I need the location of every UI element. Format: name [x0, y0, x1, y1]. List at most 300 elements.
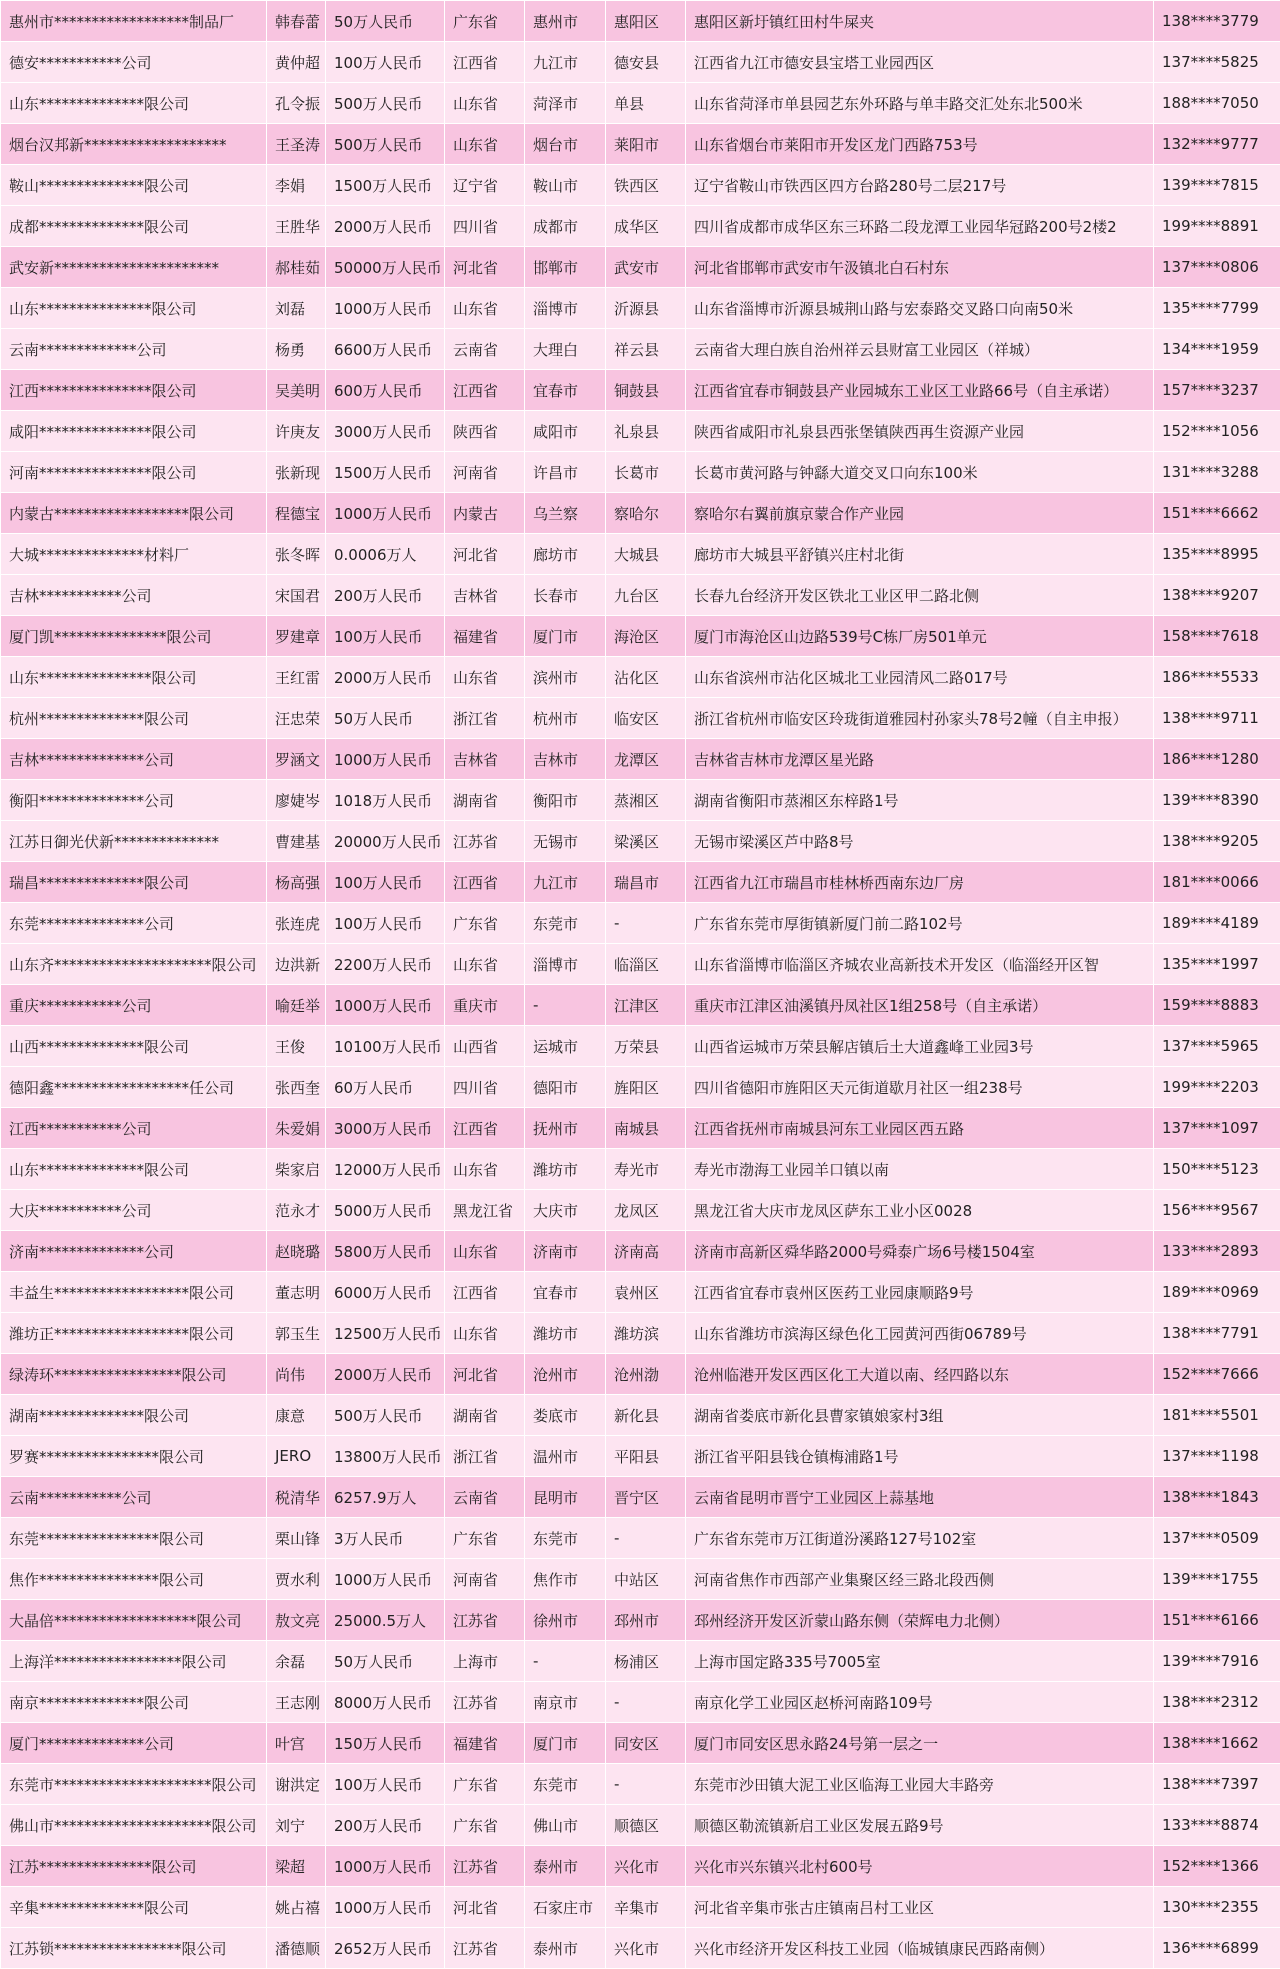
district-cell: 顺德区 [606, 1805, 686, 1846]
city-cell: 吉林市 [525, 739, 606, 780]
table-row [1, 1231, 1280, 1272]
address-cell: 江西省九江市德安县宝塔工业园西区 [686, 42, 1154, 83]
phone-cell: 136****6899 [1154, 1928, 1280, 1969]
phone-cell: 138****1662 [1154, 1723, 1280, 1764]
phone-cell: 181****5501 [1154, 1395, 1280, 1436]
registered-capital-cell: 3000万人民币 [326, 411, 445, 452]
province-cell: 山东省 [445, 944, 525, 985]
phone-cell: 138****3779 [1154, 1, 1280, 42]
district-cell: 瑞昌市 [606, 862, 686, 903]
phone-cell: 156****9567 [1154, 1190, 1280, 1231]
legal-person-cell: 廖婕岑 [267, 780, 326, 821]
phone-cell: 137****1198 [1154, 1436, 1280, 1477]
phone-cell: 152****7666 [1154, 1354, 1280, 1395]
phone-cell: 139****1755 [1154, 1559, 1280, 1600]
company-name-cell: 绿涛环*****************限公司 [1, 1354, 267, 1395]
province-cell: 山西省 [445, 1026, 525, 1067]
district-cell: 铁西区 [606, 165, 686, 206]
province-cell: 四川省 [445, 206, 525, 247]
province-cell: 广东省 [445, 1805, 525, 1846]
address-cell: 河北省邯郸市武安市午汲镇北白石村东 [686, 247, 1154, 288]
city-cell: - [525, 1641, 606, 1682]
city-cell: 佛山市 [525, 1805, 606, 1846]
province-cell: 云南省 [445, 1477, 525, 1518]
province-cell: 山东省 [445, 83, 525, 124]
table-row [1, 821, 1280, 862]
legal-person-cell: 叶宫 [267, 1723, 326, 1764]
legal-person-cell: 王红雷 [267, 657, 326, 698]
province-cell: 黑龙江省 [445, 1190, 525, 1231]
province-cell: 山东省 [445, 1313, 525, 1354]
registered-capital-cell: 1000万人民币 [326, 1559, 445, 1600]
company-name-cell: 大城**************材料厂 [1, 534, 267, 575]
phone-cell: 138****9207 [1154, 575, 1280, 616]
district-cell: 中站区 [606, 1559, 686, 1600]
legal-person-cell: 柴家启 [267, 1149, 326, 1190]
city-cell: 杭州市 [525, 698, 606, 739]
district-cell: - [606, 1518, 686, 1559]
address-cell: 吉林省吉林市龙潭区星光路 [686, 739, 1154, 780]
province-cell: 江西省 [445, 862, 525, 903]
phone-cell: 135****7799 [1154, 288, 1280, 329]
phone-cell: 188****7050 [1154, 83, 1280, 124]
district-cell: 济南高 [606, 1231, 686, 1272]
phone-cell: 139****7815 [1154, 165, 1280, 206]
registered-capital-cell: 200万人民币 [326, 575, 445, 616]
phone-cell: 131****3288 [1154, 452, 1280, 493]
company-name-cell: 江苏***************限公司 [1, 1846, 267, 1887]
phone-cell: 159****8883 [1154, 985, 1280, 1026]
company-name-cell: 云南***********公司 [1, 1477, 267, 1518]
registered-capital-cell: 25000.5万人 [326, 1600, 445, 1641]
address-cell: 云南省昆明市晋宁工业园区上蒜基地 [686, 1477, 1154, 1518]
province-cell: 浙江省 [445, 1436, 525, 1477]
company-name-cell: 上海洋*****************限公司 [1, 1641, 267, 1682]
address-cell: 江西省宜春市袁州区医药工业园康顺路9号 [686, 1272, 1154, 1313]
table-row [1, 698, 1280, 739]
registered-capital-cell: 60万人民币 [326, 1067, 445, 1108]
city-cell: 许昌市 [525, 452, 606, 493]
registered-capital-cell: 1500万人民币 [326, 165, 445, 206]
legal-person-cell: 黄仲超 [267, 42, 326, 83]
registered-capital-cell: 500万人民币 [326, 124, 445, 165]
city-cell: 大庆市 [525, 1190, 606, 1231]
address-cell: 长春九台经济开发区铁北工业区甲二路北侧 [686, 575, 1154, 616]
registered-capital-cell: 500万人民币 [326, 83, 445, 124]
province-cell: 吉林省 [445, 575, 525, 616]
phone-cell: 199****2203 [1154, 1067, 1280, 1108]
city-cell: 潍坊市 [525, 1149, 606, 1190]
phone-cell: 138****9711 [1154, 698, 1280, 739]
province-cell: 山东省 [445, 1231, 525, 1272]
company-name-cell: 惠州市******************制品厂 [1, 1, 267, 42]
legal-person-cell: 康意 [267, 1395, 326, 1436]
registered-capital-cell: 500万人民币 [326, 1395, 445, 1436]
registered-capital-cell: 150万人民币 [326, 1723, 445, 1764]
table-row [1, 411, 1280, 452]
table-body [1, 1, 1280, 1969]
city-cell: 抚州市 [525, 1108, 606, 1149]
company-name-cell: 山东**************限公司 [1, 83, 267, 124]
phone-cell: 186****1280 [1154, 739, 1280, 780]
company-name-cell: 山东齐*********************限公司 [1, 944, 267, 985]
phone-cell: 138****7397 [1154, 1764, 1280, 1805]
table-row [1, 1313, 1280, 1354]
district-cell: - [606, 1682, 686, 1723]
district-cell: 铜鼓县 [606, 370, 686, 411]
province-cell: 山东省 [445, 124, 525, 165]
phone-cell: 137****1097 [1154, 1108, 1280, 1149]
company-name-cell: 江苏日御光伏新************** [1, 821, 267, 862]
registered-capital-cell: 10100万人民币 [326, 1026, 445, 1067]
district-cell: 德安县 [606, 42, 686, 83]
table-row [1, 1272, 1280, 1313]
company-name-cell: 山东***************限公司 [1, 657, 267, 698]
address-cell: 黑龙江省大庆市龙凤区萨东工业小区0028 [686, 1190, 1154, 1231]
registered-capital-cell: 12500万人民币 [326, 1313, 445, 1354]
table-row [1, 1723, 1280, 1764]
city-cell: 石家庄市 [525, 1887, 606, 1928]
district-cell: 莱阳市 [606, 124, 686, 165]
province-cell: 湖南省 [445, 780, 525, 821]
phone-cell: 138****7791 [1154, 1313, 1280, 1354]
company-name-cell: 丰益生******************限公司 [1, 1272, 267, 1313]
phone-cell: 189****0969 [1154, 1272, 1280, 1313]
province-cell: 云南省 [445, 329, 525, 370]
city-cell: 烟台市 [525, 124, 606, 165]
registered-capital-cell: 2000万人民币 [326, 1354, 445, 1395]
district-cell: 龙凤区 [606, 1190, 686, 1231]
company-name-cell: 山东**************限公司 [1, 1149, 267, 1190]
province-cell: 山东省 [445, 1149, 525, 1190]
legal-person-cell: 王志刚 [267, 1682, 326, 1723]
phone-cell: 137****0806 [1154, 247, 1280, 288]
province-cell: 江苏省 [445, 1682, 525, 1723]
district-cell: 南城县 [606, 1108, 686, 1149]
company-name-cell: 瑞昌**************限公司 [1, 862, 267, 903]
district-cell: - [606, 1764, 686, 1805]
address-cell: 湖南省娄底市新化县曹家镇娘家村3组 [686, 1395, 1154, 1436]
table-row [1, 1067, 1280, 1108]
company-name-cell: 吉林***********公司 [1, 575, 267, 616]
registered-capital-cell: 1500万人民币 [326, 452, 445, 493]
table-row [1, 1887, 1280, 1928]
address-cell: 沧州临港开发区西区化工大道以南、经四路以东 [686, 1354, 1154, 1395]
legal-person-cell: 王胜华 [267, 206, 326, 247]
city-cell: 成都市 [525, 206, 606, 247]
city-cell: 东莞市 [525, 1518, 606, 1559]
district-cell: 祥云县 [606, 329, 686, 370]
district-cell: 兴化市 [606, 1928, 686, 1969]
address-cell: 东莞市沙田镇大泥工业区临海工业园大丰路旁 [686, 1764, 1154, 1805]
province-cell: 湖南省 [445, 1395, 525, 1436]
district-cell: 杨浦区 [606, 1641, 686, 1682]
company-name-cell: 成都**************限公司 [1, 206, 267, 247]
district-cell: 沧州渤 [606, 1354, 686, 1395]
province-cell: 河北省 [445, 1354, 525, 1395]
company-name-cell: 大庆***********公司 [1, 1190, 267, 1231]
address-cell: 陕西省咸阳市礼泉县西张堡镇陕西再生资源产业园 [686, 411, 1154, 452]
province-cell: 山东省 [445, 288, 525, 329]
address-cell: 广东省东莞市万江街道汾溪路127号102室 [686, 1518, 1154, 1559]
registered-capital-cell: 13800万人民币 [326, 1436, 445, 1477]
phone-cell: 137****5965 [1154, 1026, 1280, 1067]
registered-capital-cell: 2200万人民币 [326, 944, 445, 985]
table-row [1, 1395, 1280, 1436]
province-cell: 广东省 [445, 1764, 525, 1805]
district-cell: 临淄区 [606, 944, 686, 985]
district-cell: 江津区 [606, 985, 686, 1026]
registered-capital-cell: 1000万人民币 [326, 1887, 445, 1928]
registered-capital-cell: 2652万人民币 [326, 1928, 445, 1969]
legal-person-cell: 郝桂茹 [267, 247, 326, 288]
company-name-cell: 东莞****************限公司 [1, 1518, 267, 1559]
city-cell: - [525, 985, 606, 1026]
address-cell: 兴化市经济开发区科技工业园（临城镇康民西路南侧） [686, 1928, 1154, 1969]
legal-person-cell: 朱爱娟 [267, 1108, 326, 1149]
province-cell: 江西省 [445, 1108, 525, 1149]
phone-cell: 150****5123 [1154, 1149, 1280, 1190]
province-cell: 江苏省 [445, 821, 525, 862]
district-cell: 晋宁区 [606, 1477, 686, 1518]
address-cell: 济南市高新区舜华路2000号舜泰广场6号楼1504室 [686, 1231, 1154, 1272]
city-cell: 菏泽市 [525, 83, 606, 124]
city-cell: 惠州市 [525, 1, 606, 42]
province-cell: 重庆市 [445, 985, 525, 1026]
registered-capital-cell: 5800万人民币 [326, 1231, 445, 1272]
province-cell: 四川省 [445, 1067, 525, 1108]
district-cell: 袁州区 [606, 1272, 686, 1313]
district-cell: 潍坊滨 [606, 1313, 686, 1354]
company-name-cell: 德阳鑫******************任公司 [1, 1067, 267, 1108]
table-row [1, 493, 1280, 534]
phone-cell: 132****9777 [1154, 124, 1280, 165]
company-name-cell: 江西***********公司 [1, 1108, 267, 1149]
city-cell: 乌兰察 [525, 493, 606, 534]
registered-capital-cell: 100万人民币 [326, 1764, 445, 1805]
district-cell: 九台区 [606, 575, 686, 616]
legal-person-cell: 孔令振 [267, 83, 326, 124]
registered-capital-cell: 100万人民币 [326, 616, 445, 657]
table-row [1, 42, 1280, 83]
province-cell: 广东省 [445, 903, 525, 944]
district-cell: 成华区 [606, 206, 686, 247]
legal-person-cell: 谢洪定 [267, 1764, 326, 1805]
district-cell: - [606, 903, 686, 944]
address-cell: 四川省德阳市旌阳区天元街道歇月社区一组238号 [686, 1067, 1154, 1108]
table-row [1, 1190, 1280, 1231]
address-cell: 江西省九江市瑞昌市桂林桥西南东边厂房 [686, 862, 1154, 903]
registered-capital-cell: 50万人民币 [326, 1641, 445, 1682]
address-cell: 南京化学工业园区赵桥河南路109号 [686, 1682, 1154, 1723]
city-cell: 潍坊市 [525, 1313, 606, 1354]
address-cell: 山东省菏泽市单县园艺东外环路与单丰路交汇处东北500米 [686, 83, 1154, 124]
district-cell: 长葛市 [606, 452, 686, 493]
table-row [1, 1805, 1280, 1846]
company-name-cell: 重庆***********公司 [1, 985, 267, 1026]
registered-capital-cell: 100万人民币 [326, 903, 445, 944]
phone-cell: 189****4189 [1154, 903, 1280, 944]
address-cell: 浙江省平阳县钱仓镇梅浦路1号 [686, 1436, 1154, 1477]
company-name-cell: 杭州**************限公司 [1, 698, 267, 739]
phone-cell: 139****7916 [1154, 1641, 1280, 1682]
table-row [1, 1928, 1280, 1969]
city-cell: 大理白 [525, 329, 606, 370]
registered-capital-cell: 1000万人民币 [326, 1846, 445, 1887]
district-cell: 平阳县 [606, 1436, 686, 1477]
province-cell: 江西省 [445, 370, 525, 411]
phone-cell: 137****0509 [1154, 1518, 1280, 1559]
city-cell: 温州市 [525, 1436, 606, 1477]
legal-person-cell: 尚伟 [267, 1354, 326, 1395]
district-cell: 沾化区 [606, 657, 686, 698]
table-row [1, 124, 1280, 165]
address-cell: 湖南省衡阳市蒸湘区东梓路1号 [686, 780, 1154, 821]
city-cell: 厦门市 [525, 616, 606, 657]
legal-person-cell: 梁超 [267, 1846, 326, 1887]
province-cell: 江苏省 [445, 1846, 525, 1887]
phone-cell: 157****3237 [1154, 370, 1280, 411]
company-name-cell: 江西***************限公司 [1, 370, 267, 411]
city-cell: 泰州市 [525, 1846, 606, 1887]
legal-person-cell: 张新现 [267, 452, 326, 493]
city-cell: 宜春市 [525, 1272, 606, 1313]
table-row [1, 165, 1280, 206]
table-row [1, 1600, 1280, 1641]
company-name-cell: 内蒙古******************限公司 [1, 493, 267, 534]
legal-person-cell: 韩春蕾 [267, 1, 326, 42]
address-cell: 重庆市江津区油溪镇丹凤社区1组258号（自主承诺） [686, 985, 1154, 1026]
phone-cell: 138****9205 [1154, 821, 1280, 862]
company-name-cell: 云南*************公司 [1, 329, 267, 370]
district-cell: 新化县 [606, 1395, 686, 1436]
company-name-cell: 罗赛****************限公司 [1, 1436, 267, 1477]
district-cell: 沂源县 [606, 288, 686, 329]
table-row [1, 1518, 1280, 1559]
legal-person-cell: 李娟 [267, 165, 326, 206]
district-cell: 大城县 [606, 534, 686, 575]
phone-cell: 135****1997 [1154, 944, 1280, 985]
district-cell: 同安区 [606, 1723, 686, 1764]
district-cell: 寿光市 [606, 1149, 686, 1190]
city-cell: 运城市 [525, 1026, 606, 1067]
city-cell: 长春市 [525, 575, 606, 616]
company-name-cell: 烟台汉邦新******************* [1, 124, 267, 165]
company-name-cell: 山东***************限公司 [1, 288, 267, 329]
company-name-cell: 湖南**************限公司 [1, 1395, 267, 1436]
district-cell: 察哈尔 [606, 493, 686, 534]
legal-person-cell: 潘德顺 [267, 1928, 326, 1969]
legal-person-cell: 程德宝 [267, 493, 326, 534]
legal-person-cell: 吴美明 [267, 370, 326, 411]
registered-capital-cell: 1000万人民币 [326, 288, 445, 329]
registered-capital-cell: 1000万人民币 [326, 739, 445, 780]
address-cell: 上海市国定路335号7005室 [686, 1641, 1154, 1682]
district-cell: 惠阳区 [606, 1, 686, 42]
phone-cell: 135****8995 [1154, 534, 1280, 575]
province-cell: 河北省 [445, 534, 525, 575]
phone-cell: 138****1843 [1154, 1477, 1280, 1518]
company-name-cell: 厦门**************公司 [1, 1723, 267, 1764]
phone-cell: 139****8390 [1154, 780, 1280, 821]
city-cell: 九江市 [525, 42, 606, 83]
phone-cell: 151****6166 [1154, 1600, 1280, 1641]
district-cell: 万荣县 [606, 1026, 686, 1067]
legal-person-cell: 许庚友 [267, 411, 326, 452]
city-cell: 娄底市 [525, 1395, 606, 1436]
district-cell: 单县 [606, 83, 686, 124]
company-name-cell: 东莞**************公司 [1, 903, 267, 944]
province-cell: 浙江省 [445, 698, 525, 739]
city-cell: 泰州市 [525, 1928, 606, 1969]
city-cell: 邯郸市 [525, 247, 606, 288]
company-name-cell: 衡阳**************公司 [1, 780, 267, 821]
legal-person-cell: 曹建基 [267, 821, 326, 862]
registered-capital-cell: 20000万人民币 [326, 821, 445, 862]
table-row [1, 1354, 1280, 1395]
district-cell: 武安市 [606, 247, 686, 288]
address-cell: 江西省宜春市铜鼓县产业园城东工业区工业路66号（自主承诺） [686, 370, 1154, 411]
legal-person-cell: 罗建章 [267, 616, 326, 657]
registered-capital-cell: 50000万人民币 [326, 247, 445, 288]
province-cell: 陕西省 [445, 411, 525, 452]
legal-person-cell: 罗涵文 [267, 739, 326, 780]
district-cell: 蒸湘区 [606, 780, 686, 821]
address-cell: 山东省潍坊市滨海区绿色化工园黄河西街06789号 [686, 1313, 1154, 1354]
table-row [1, 1764, 1280, 1805]
province-cell: 吉林省 [445, 739, 525, 780]
phone-cell: 158****7618 [1154, 616, 1280, 657]
address-cell: 云南省大理白族自治州祥云县财富工业园区（祥城） [686, 329, 1154, 370]
legal-person-cell: 杨勇 [267, 329, 326, 370]
legal-person-cell: 王圣涛 [267, 124, 326, 165]
district-cell: 临安区 [606, 698, 686, 739]
address-cell: 兴化市兴东镇兴北村600号 [686, 1846, 1154, 1887]
registered-capital-cell: 50万人民币 [326, 1, 445, 42]
province-cell: 广东省 [445, 1, 525, 42]
registered-capital-cell: 0.0006万人 [326, 534, 445, 575]
table-row [1, 575, 1280, 616]
registered-capital-cell: 2000万人民币 [326, 657, 445, 698]
legal-person-cell: 汪忠荣 [267, 698, 326, 739]
city-cell: 徐州市 [525, 1600, 606, 1641]
city-cell: 昆明市 [525, 1477, 606, 1518]
company-name-cell: 大晶倍*******************限公司 [1, 1600, 267, 1641]
table-row [1, 247, 1280, 288]
company-name-cell: 吉林**************公司 [1, 739, 267, 780]
address-cell: 惠阳区新圩镇红田村牛屎夹 [686, 1, 1154, 42]
registered-capital-cell: 3万人民币 [326, 1518, 445, 1559]
district-cell: 龙潭区 [606, 739, 686, 780]
address-cell: 山西省运城市万荣县解店镇后土大道鑫峰工业园3号 [686, 1026, 1154, 1067]
district-cell: 梁溪区 [606, 821, 686, 862]
city-cell: 淄博市 [525, 944, 606, 985]
legal-person-cell: 范永才 [267, 1190, 326, 1231]
city-cell: 济南市 [525, 1231, 606, 1272]
legal-person-cell: 张连虎 [267, 903, 326, 944]
legal-person-cell: 余磊 [267, 1641, 326, 1682]
legal-person-cell: 赵晓璐 [267, 1231, 326, 1272]
company-name-cell: 济南**************公司 [1, 1231, 267, 1272]
company-name-cell: 河南***************限公司 [1, 452, 267, 493]
registered-capital-cell: 200万人民币 [326, 1805, 445, 1846]
city-cell: 滨州市 [525, 657, 606, 698]
registered-capital-cell: 1000万人民币 [326, 493, 445, 534]
phone-cell: 181****0066 [1154, 862, 1280, 903]
address-cell: 厦门市海沧区山边路539号C栋厂房501单元 [686, 616, 1154, 657]
phone-cell: 138****2312 [1154, 1682, 1280, 1723]
address-cell: 察哈尔右翼前旗京蒙合作产业园 [686, 493, 1154, 534]
